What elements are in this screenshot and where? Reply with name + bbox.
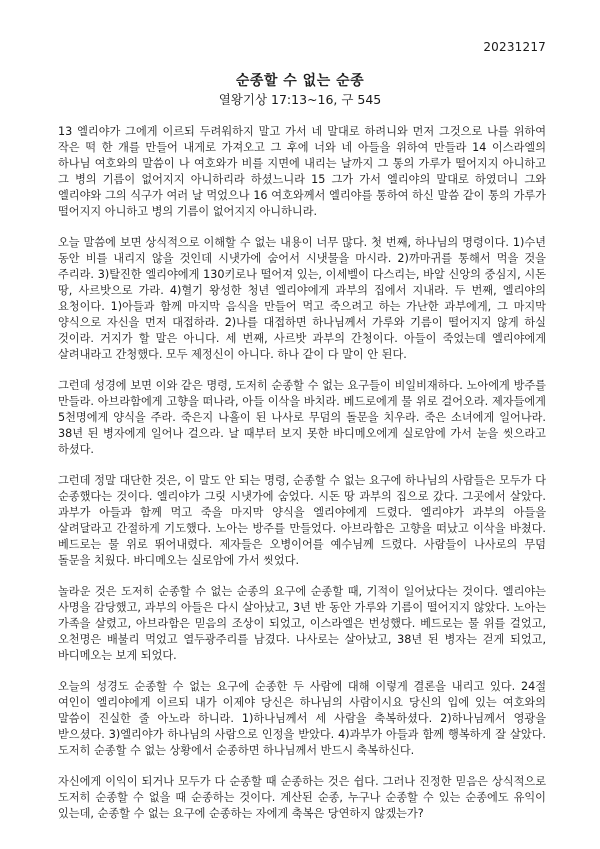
- body-paragraph: 그런데 정말 대단한 것은, 이 말도 안 되는 명령, 순종할 수 없는 요구에 하나님의 사람들은 모두가 다 순종했다는 것이다. 엘리야가 그릿 시냇가에 숨었다. 시돈 땅 과부의 집으로 갔다. 그곳에서 살았다. 과부가 아들과 함께 먹고 죽을 마지막 양식을 엘리야에게 드렸다. 엘리야가 과부의 아들을 살려달라고 간절하게 기도했다. 노아는 방주를 만들었다. 아브라함은 고향을 떠났고 이삭을 바쳤다. 베드로는 물 위로 뛰어내렸다. 제자들은 오병이어를 예수님께 드렸다. 사람들이 나사로의 무덤 돌문을 치웠다. 바디메오는 실로암에 가서 씻었다.: [58, 474, 546, 567]
- body-paragraph: 놀라운 것은 도저히 순종할 수 없는 순종의 요구에 순종할 때, 기적이 일어났다는 것이다. 엘리야는 사명을 감당했고, 과부의 아들은 다시 살아났고, 3년 반 동안 가루와 기름이 떨어지지 않았다. 노아는 가족을 살렸고, 아브라함은 믿음의 조상이 되었고, 이스라엘은 번성했다. 베드로는 물 위를 걸었고, 오천명은 배불리 먹었고 열두광주리를 남겼다. 나사로는 살아났고, 38년 된 병자는 걷게 되었고, 바디메오는 보게 되었다.: [58, 585, 546, 662]
- scripture-reference: 열왕기상 17:13~16, 구 545: [218, 92, 382, 107]
- body-paragraph: 오늘 말씀에 보면 상식적으로 이해할 수 없는 내용이 너무 많다. 첫 번째, 하나님의 명령이다. 1)수년 동안 비를 내리지 않을 것인데 시냇가에 숨어서 시냇물을 마시라. 2)까마귀를 통해서 먹을 것을 주리라. 3)탈진한 엘리야에게 130키로나 떨어져 있는, 이세벨이 다스리는, 바알 신앙의 중심지, 시돈 땅, 사르밧으로 가라. 4)혈기 왕성한 청년 엘리야에게 과부의 집에서 지내라. 두 번째, 엘리야의 요청이다. 1)아들과 함께 마지막 음식을 만들어 먹고 죽으려고 하는 가난한 과부에게, 그 마지막 양식으로 자신을 먼저 대접하라. 2)나를 대접하면 하나님께서 가루와 기름이 떨어지지 않게 하실 것이라. 거지가 할 말은 아니다. 세 번째, 사르밧 과부의 간청이다. 아들이 죽었는데 엘리야에게 살려내라고 간청했다. 모두 제정신이 아니다. 하나 같이 다 말이 안 된다.: [58, 236, 546, 361]
- sermon-title: 순종할 수 없는 순종: [235, 73, 365, 89]
- scripture-passage: 13 엘리야가 그에게 이르되 두려워하지 말고 가서 네 말대로 하려니와 먼저 그것으로 나를 위하여 작은 떡 한 개를 만들어 내게로 가져오고 그 후에 너와 네 아들을 위하여 만들라 14 이스라엘의 하나님 여호와의 말씀이 나 여호와가 비를 지면에 내리는 날까지 그 통의 가루가 떨어지지 아니하고 그 병의 기름이 없어지지 아니하리라 하셨느니라 15 그가 가서 엘리야의 말대로 하였더니 그와 엘리야와 그의 식구가 여러 날 먹었으나 16 여호와께서 엘리야를 통하여 하신 말씀 같이 통의 가루가 떨어지지 아니하고 병의 기름이 없어지지 아니하니라.: [58, 125, 546, 218]
- body-paragraph: 오늘의 성경도 순종할 수 없는 요구에 순종한 두 사람에 대해 이렇게 결론을 내리고 있다. 24절 여인이 엘리야에게 이르되 내가 이제야 당신은 하나님의 사람이시요 당신의 입에 있는 여호와의 말씀이 진실한 줄 아노라 하니라. 1)하나님께서 세 사람을 축복하셨다. 2)하나님께서 영광을 받으셨다. 3)엘리야가 하나님의 사람으로 인정을 받았다. 4)과부가 아들과 함께 행복하게 잘 살았다. 도저히 순종할 수 없는 상황에서 순종하면 하나님께서 반드시 축복하신다.: [58, 680, 546, 757]
- document-date: 20231217: [483, 40, 546, 54]
- body-paragraph: 그런데 성경에 보면 이와 같은 명령, 도저히 순종할 수 없는 요구들이 비일비재하다. 노아에게 방주를 만들라. 아브라함에게 고향을 떠나라, 아들 이삭을 바치라. 베드로에게 물 위로 걸어오라. 제자들에게 5천명에게 양식을 주라. 죽은지 나흘이 된 나사로 무덤의 돌문을 치우라. 죽은 소녀에게 일어나라. 38년 된 병자에게 일어나 걸으라. 날 때부터 보지 못한 바디메오에게 실로암에 가서 눈을 씻으라고 하셨다.: [58, 379, 546, 456]
- sermon-body: [58, 124, 546, 837]
- conclusion-paragraph: 자신에게 이익이 되거나 모두가 다 순종할 때 순종하는 것은 쉽다. 그러나 진정한 믿음은 상식적으로 도저히 순종할 수 없을 때 순종하는 것이다. 계산된 순종, 누구나 순종할 수 있는 순종에도 유익이 있는데, 순종할 수 없는 요구에 순종하는 자에게 축복은 당연하지 않겠는가?: [58, 775, 546, 820]
